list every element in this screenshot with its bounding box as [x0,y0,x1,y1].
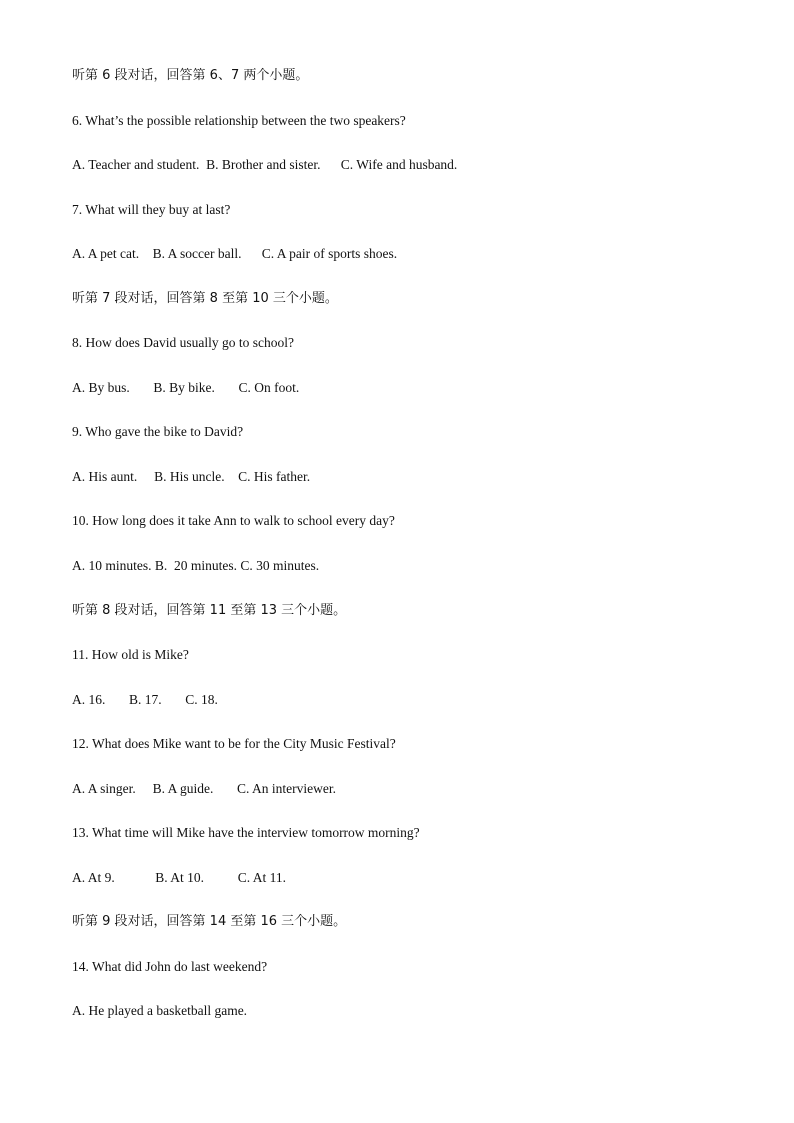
question-8: 8. How does David usually go to school? [72,335,294,350]
question-13: 13. What time will Mike have the interview tomorrow morning? [72,825,420,840]
question-13-options: A. At 9. B. At 10. C. At 11. [72,870,287,885]
question-10-options: A. 10 minutes. B. 20 minutes. C. 30 minutes. [72,558,320,573]
section-heading-dialogue-6: 听第 6 段对话，回答第 6、7 两个小题。 [72,68,309,83]
question-12: 12. What does Mike want to be for the City Music Festival? [72,736,396,751]
question-6: 6. What’s the possible relationship between the two speakers? [72,113,406,128]
question-14: 14. What did John do last weekend? [72,959,268,974]
question-12-options: A. A singer. B. A guide. C. An interviewer. [72,781,336,796]
section-heading-dialogue-8: 听第 8 段对话，回答第 11 至第 13 三个小题。 [72,603,347,618]
question-14-option-a: A. He played a basketball game. [72,1003,248,1018]
question-6-options: A. Teacher and student. B. Brother and sister. C. Wife and husband. [72,157,458,172]
question-11: 11. How old is Mike? [72,647,189,662]
question-8-options: A. By bus. B. By bike. C. On foot. [72,380,300,395]
section-heading-dialogue-9: 听第 9 段对话，回答第 14 至第 16 三个小题。 [72,914,347,929]
question-7-options: A. A pet cat. B. A soccer ball. C. A pair of sports shoes. [72,246,398,261]
question-9: 9. Who gave the bike to David? [72,424,244,439]
question-10: 10. How long does it take Ann to walk to school every day? [72,513,395,528]
section-heading-dialogue-7: 听第 7 段对话，回答第 8 至第 10 三个小题。 [72,291,338,306]
question-9-options: A. His aunt. B. His uncle. C. His father. [72,469,311,484]
question-11-options: A. 16. B. 17. C. 18. [72,692,218,707]
question-7: 7. What will they buy at last? [72,202,231,217]
